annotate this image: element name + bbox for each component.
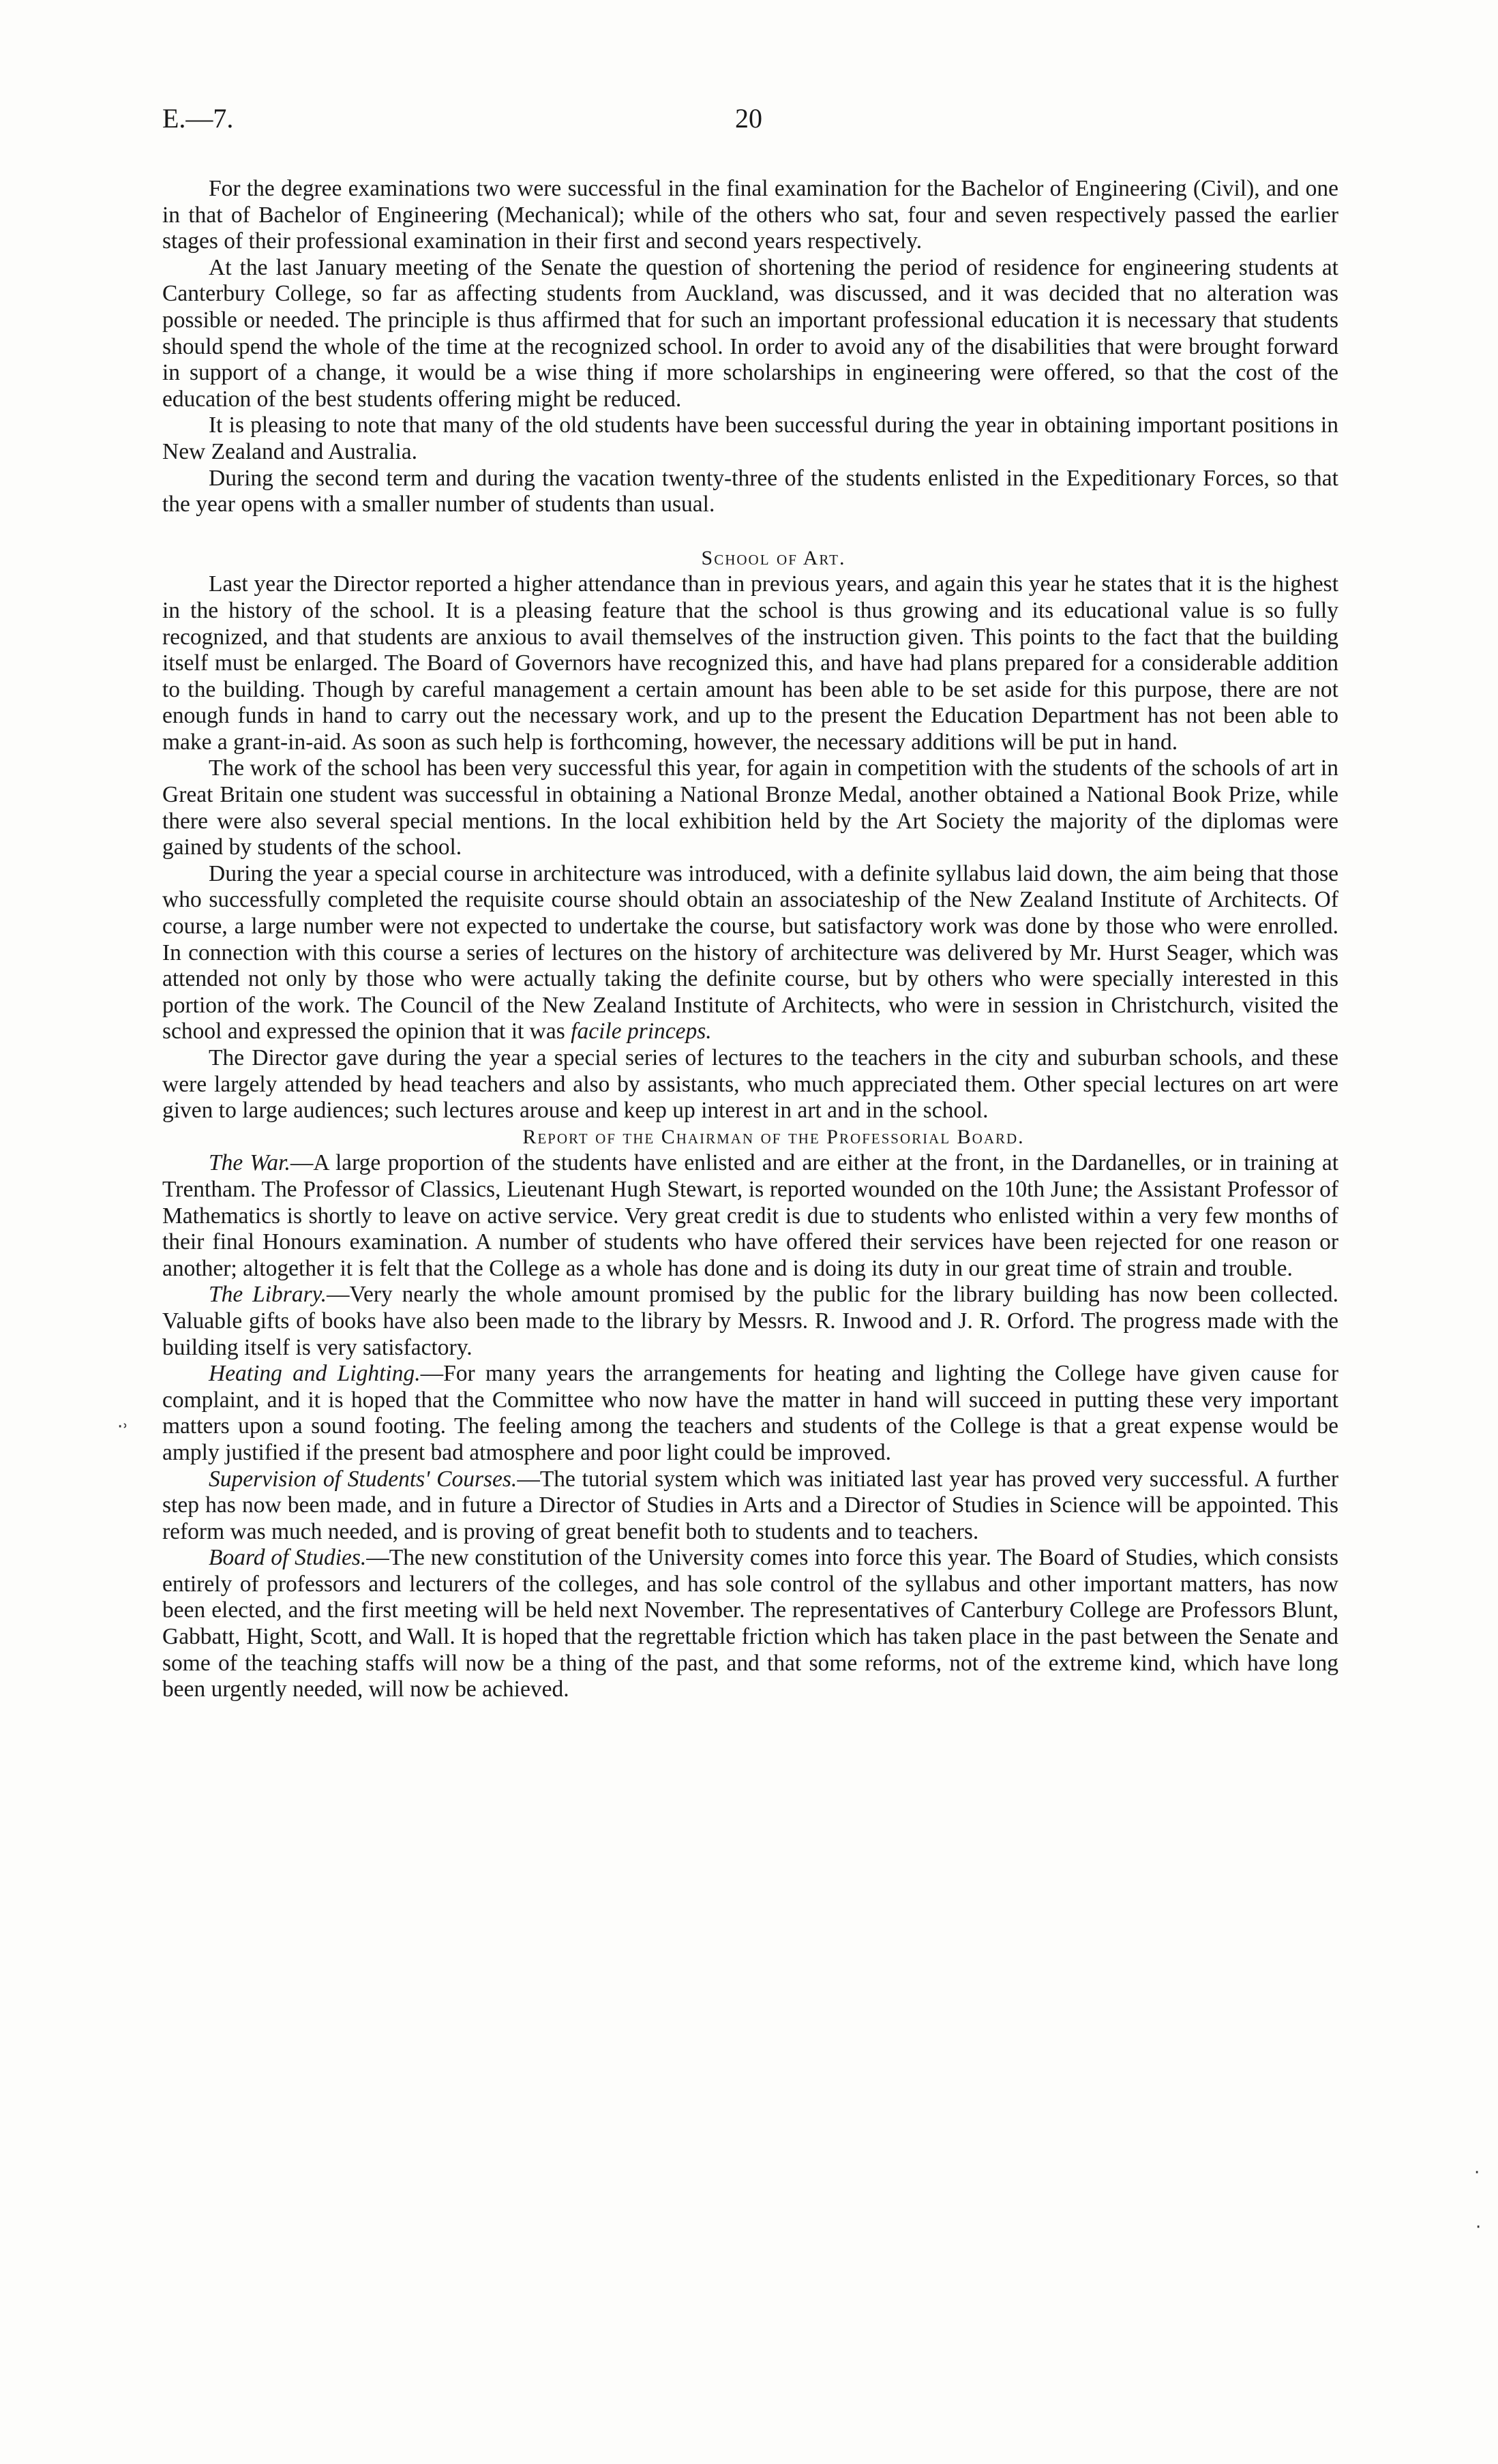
paragraph-the-library [162, 1282, 1338, 1361]
paragraph-heating-lighting [162, 1361, 1338, 1466]
paragraph-old-students: It is pleasing to note that many of the old students have been successful during the year in obtaining important positions in New Zealand and Australia. [162, 412, 1338, 464]
side-head-heating-lighting: Heating and Lighting. [209, 1361, 421, 1387]
paragraph-director-lectures: The Director gave during the year a special series of lectures to the teachers in the city and suburban schools, and these were largely attended by head teachers and also by assistants, who much appreciated them. Other special lectures on art were given to large audiences; such lectures arouse and keep up interest in art and in the school. [162, 1045, 1338, 1124]
paragraph-architecture-course [162, 861, 1338, 1045]
architecture-course-text: During the year a special course in architecture was introduced, with a definite syllabus laid down, the aim being that those who successfully completed the requisite course should obtain an associateship of the New Zealand Institute of Architects. Of course, a large number were not expected to undertake the course, but satisfactory work was done by those who were enrolled. In connection with this course a series of lectures on the history of architecture was delivered by Mr. Hurst Seager, which was attended not only by those who were actually taking the definite course, but by others who were specially interested in this portion of the work. The Council of the New Zealand Institute of Architects, who were in session in Christchurch, visited the school and expressed the opinion that it was [162, 860, 1338, 1045]
section-heading-professorial-board: Report of the Chairman of the Professorial Board. [522, 1125, 1025, 1148]
paragraph-senate-residence: At the last January meeting of the Senate the question of shortening the period of residence for engineering students at Canterbury College, so far as affecting students from Auckland, was discussed, and it was decided that no alteration was possible or needed. The principle is thus affirmed that for such an important professional education it is necessary that students should spend the whole of the time at the recognized school. In order to avoid any of the disabilities that were brought forward in support of a change, it would be a wise thing if more scholarships in engineering were offered, so that the cost of the education of the best students offering might be reduced. [162, 254, 1338, 412]
the-war-text: —A large proportion of the students have enlisted and are either at the front, in the Dardanelles, or in training at Trentham. The Professor of Classics, Lieutenant Hugh Stewart, is reported wounded on the 10th June; the Assistant Professor of Mathematics is shortly to leave on active service. Very great credit is due to students who enlisted within a very few months of their final Honours examination. A number of students who have offered their services have been rejected for one reason or another; altogether it is felt that the College as a whole has done and is doing its duty in our great time of strain and trouble. [162, 1150, 1339, 1281]
latin-phrase: facile princeps. [571, 1019, 712, 1045]
paragraph-the-war [162, 1150, 1338, 1282]
heating-lighting-text: —For many years the arrangements for heating and lighting the College have given cause for complaint, and it is hoped that the Committee who now have the matter in hand will succeed in putting these very important matters upon a sound footing. The feeling among the teachers and students of the College is that a great expense would be amply justified if the present bad atmosphere and poor light could be improved. [162, 1361, 1338, 1465]
paragraph-enlisted-students: During the second term and during the vacation twenty-three of the students enlisted in the Expeditionary Forces, so that the year opens with a smaller number of students than usual. [162, 465, 1338, 517]
document-reference: E.—7. [162, 103, 234, 134]
body-text [162, 176, 1338, 1703]
board-of-studies-text: —The new constitution of the University comes into force this year. The Board of Studies, which consists entirely of professors and lecturers of the colleges, and has sole control of the syllabus and other important matters, has now been elected, and the first meeting will be held next November. The representatives of Canterbury College are Professors Blunt, Gabbatt, Hight, Scott, and Wall. It is hoped that the regrettable friction which has taken place in the past between the Senate and some of the teaching staffs will now be a thing of the past, and that some reforms, not of the extreme kind, which have long been urgently needed, will now be achieved. [162, 1545, 1338, 1702]
running-head [162, 102, 1335, 143]
margin-speck: · [1474, 2163, 1480, 2183]
paragraph-art-attendance: Last year the Director reported a higher attendance than in previous years, and again this year he states that it is the highest in the history of the school. It is a pleasing feature that the school is thus growing and its educational value is so fully recognized, and that students are anxious to avail themselves of the instruction given. This points to the fact that the building itself must be enlarged. The Board of Governors have recognized this, and have had plans prepared for a considerable addition to the building. Though by careful management a certain amount has been able to be set aside for this purpose, there are not enough funds in hand to carry out the necessary work, and up to the present the Education Department has not been able to make a grant-in-aid. As soon as such help is forthcoming, however, the necessary additions will be put in hand. [162, 571, 1338, 755]
paragraph-art-success: The work of the school has been very successful this year, for again in competition with the students of the schools of art in Great Britain one student was successful in obtaining a National Bronze Medal, another obtained a National Book Prize, while there were also several special mentions. In the local exhibition held by the Art Society the majority of the diplomas were gained by students of the school. [162, 755, 1338, 860]
side-head-the-library: The Library. [209, 1282, 327, 1308]
margin-speck: · [1475, 2217, 1482, 2238]
paragraph-board-of-studies [162, 1545, 1338, 1703]
side-head-supervision-courses: Supervision of Students' Courses. [209, 1466, 518, 1492]
supervision-courses-text: —The tutorial system which was initiated last year has proved very successful. A further step has now been made, and in future a Director of Studies in Arts and a Director of Studies in Science will be appointed. This reform was much needed, and is proving of great benefit both to students and to teachers. [162, 1466, 1338, 1544]
margin-speck: ·˒ [117, 1417, 129, 1437]
the-library-text: —Very nearly the whole amount promised by the public for the library building has now been collected. Valuable gifts of books have also been made to the library by Messrs. R. Inwood and J. R. Orford. The progress made with the building itself is very satisfactory. [162, 1282, 1338, 1360]
section-heading-school-of-art: School of Art. [701, 546, 846, 569]
paragraph-degree-examinations: For the degree examinations two were successful in the final examination for the Bachelor of Engineering (Civil), and one in that of Bachelor of Engineering (Mechanical); while of the others who sat, four and seven respectively passed the earlier stages of their professional examination in their first and second years respectively. [162, 176, 1338, 254]
paragraph-supervision-courses [162, 1467, 1338, 1546]
page-number: 20 [735, 103, 762, 134]
side-head-the-war: The War. [209, 1150, 290, 1176]
side-head-board-of-studies: Board of Studies. [209, 1545, 367, 1571]
